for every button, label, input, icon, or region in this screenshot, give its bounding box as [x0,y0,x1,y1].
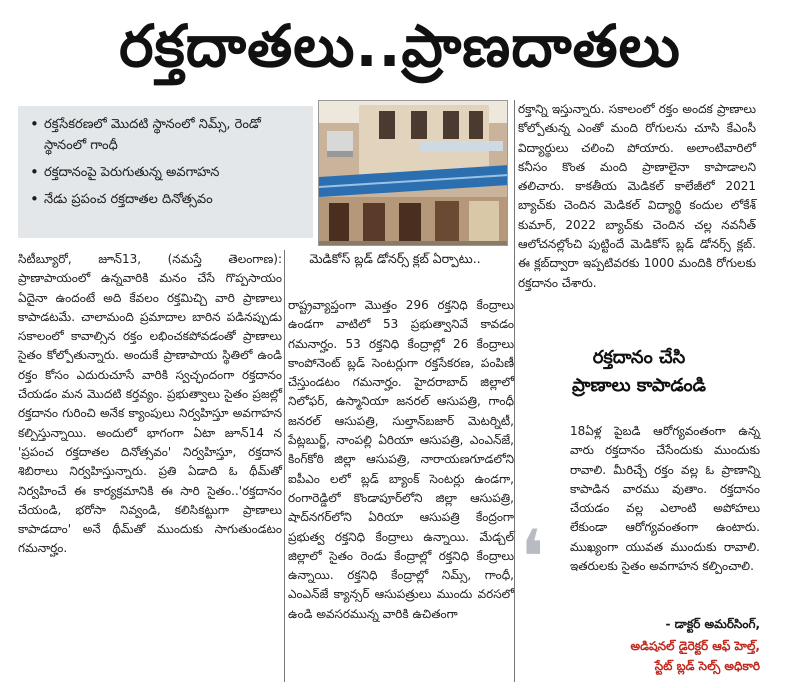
article-column-3 [518,100,756,293]
sub-headline-line1: రక్తదానం చేసి [592,347,686,368]
quote-icon: ❛ [520,513,545,602]
highlight-text: రక్తదానంపై పెరుగుతున్న అవగాహన [44,165,220,180]
highlight-text: నేడు ప్రపంచ రక్తదాతల దినోత్సవం [44,192,213,207]
column-divider [514,100,515,682]
quote-column [570,422,760,576]
body-paragraph: రాష్ట్రవ్యాప్తంగా మొత్తం 296 రక్తనిధి కేంద్రాలు ఉండగా వాటిలో 53 ప్రభుత్వానివే కావడం గమనార్హం. 53 రక్తనిధి కేంద్రాల్లో 26 కేంద్రాలు కాంపోనెంట్ బ్లడ్ సెంటర్లుగా రక్తసేకరణ, పంపిణీ చేస్తుండటం గమనార్హం. హైదరాబాద్ జిల్లాలో నిలోఫర్, ఉస్మానియా జనరల్ ఆసుపత్రి, గాంధీ జనరల్ ఆసుపత్రి, సుల్తాన్‌బజార్ మెటర్నిటీ, పేట్లబుర్జ్, నాంపల్లి ఏరియా ఆసుపత్రి, ఎంఎన్‌జే, కింగ్‌కోఠి జిల్లా ఆసుపత్రి, నారాయణగూడలోని ఐపీఎం లలో బ్లడ్ బ్యాంక్ సెంటర్లు ఉండగా, రంగారెడ్డిలో కొండాపూర్‌లోని జిల్లా ఆసుపత్రి, షాద్‌నగర్‌లోని ఏరియా ఆసుపత్రి కేంద్రంగా ప్రభుత్వ రక్తనిధి కేంద్రాలు ఉన్నాయి. మేడ్చల్ జిల్లాలో సైతం రెండు కేంద్రాల్లో రక్తనిధి కేంద్రాలు ఉన్నాయి. రక్తనిధి కేంద్రాల్లో నిమ్స్, గాంధీ, ఎంఎన్‌జే క్యాన్సర్ ఆసుపత్రులు ముందు వరసలో ఉండి అవసరమున్న వారికి ఉచితంగా [288,298,514,621]
blood-bank-building-photo [318,100,508,246]
headline: రక్తదాతలు..ప్రాణదాతలు [119,12,681,80]
highlights-box [18,106,313,238]
signature-name: - డాక్టర్ అమర్‌సింగ్, [665,617,760,631]
quote-paragraph: 18ఏళ్ల పైబడి ఆరోగ్యవంతంగా ఉన్న వారు రక్తదానం చేసేందుకు ముందుకు రావాలి. మీరిచ్చే రక్తం వల్ల ఓ ప్రాణాన్ని కాపాడిన వారము వుతాం. రక్తదానం చేయడం వల్ల ఎలాంటి అపోహలు లేకుండా ఆరోగ్యవంతంగా ఉంటారు. ముఖ్యంగా యువత ముందుకు రావాలి. ఇతరులకు సైతం అవగాహన కల్పించాలి. [570,424,760,574]
body-paragraph: రక్తాన్ని ఇస్తున్నారు. సకాలంలో రక్తం అందక ప్రాణాలు కోల్పోతున్న ఎంతో మంది రోగులను చూసి కేఎంసీ విద్యార్థులు చలించి పోయారు. అలాంటివారిలో కనీసం కొంత మంది ప్రాణాలైనా కాపాడాలని తలిచారు. కాకతీయ మెడికల్ కాలేజీలో 2021 బ్యాచ్‌కు చెందిన మెడికల్ విద్యార్థి కందుల లోకేశ్ కుమార్, 2022 బ్యాచ్‌కు చెందిన చల్ల నవనీత్ ఆలోచనల్లోంచి పుట్టిందే మెడికోస్ బ్లడ్ డోనర్స్ క్లబ్. ఈ క్లబ్‌ద్వారా ఇప్పటివరకు 1000 మందికి రోగులకు రక్తదానం చేశారు. [518,102,756,290]
article-column-2 [288,296,514,624]
sub-headline [526,344,752,400]
signature-designation: అడిషనల్ డైరెక్టర్ ఆఫ్ హెల్త్, [630,639,760,653]
photo-caption: మెడికోస్ బ్లడ్ డోనర్స్ క్లబ్ ఏర్పాటు.. [309,251,481,266]
bullet-icon: • [30,115,39,133]
bullet-icon: • [30,163,39,181]
bullet-icon: • [30,190,39,208]
column-divider [284,250,285,682]
signature-designation: స్టేట్ బ్లడ్ సెల్స్ అధికారి [654,659,760,673]
article-column-1 [18,250,282,559]
highlight-item [28,114,303,156]
highlight-item [28,162,303,183]
body-paragraph: సిటీబ్యూరో, జూన్13, (నమస్తే తెలంగాణ): ప్రాణాపాయంలో ఉన్నవారికి మనం చేసే గొప్పసాయం ఏదైనా ఉందంటే అది కేవలం రక్తమిచ్చి వారి ప్రాణాలు కాపాడటమే. చాలామంది ప్రమాదాల బారిన పడినప్పుడు సకాలంలో కావాల్సిన రక్తం లభించకపోవడంతో ప్రాణాలు సైతం కోల్పోతున్నారు. అందుకే ప్రాణాపాయ స్థితిలో ఉండి రక్తం కోసం ఎదురుచూసే వారికి స్వచ్ఛందంగా రక్తదానం చేయడం మన మొదటి కర్తవ్యం. ప్రభుత్వాలు సైతం ప్రజల్లో రక్తదానం గురించి అనేక క్యాంపులు నిర్వహిస్తూ అవగాహన కల్పిస్తున్నాయి. అందులో భాగంగా ఏటా జూన్14 న 'ప్రపంచ రక్తదాతల దినోత్సవం' నిర్వహిస్తూ, రక్తదాన శిబిరాలు నిర్వహిస్తున్నారు. ప్రతి ఏడాది ఓ థీమ్‌తో నిర్వహించే ఈ కార్యక్రమానికి ఈ సారి సైతం..'రక్తదానం చేయండి, భరోసా నివ్వండి, కలిసికట్టుగా ప్రాణాలు కాపాడదాం' అనే థీమ్‌తో ముందుకు సాగుతుండటం గమనార్హం. [18,252,282,556]
highlight-item [28,189,303,210]
highlight-text: రక్తసేకరణలో మొదటి స్థానంలో నిమ్స్, రెండో స్థానంలో గాంధీ [44,117,261,153]
sub-headline-line2: ప్రాణాలు కాపాడండి [572,375,706,396]
